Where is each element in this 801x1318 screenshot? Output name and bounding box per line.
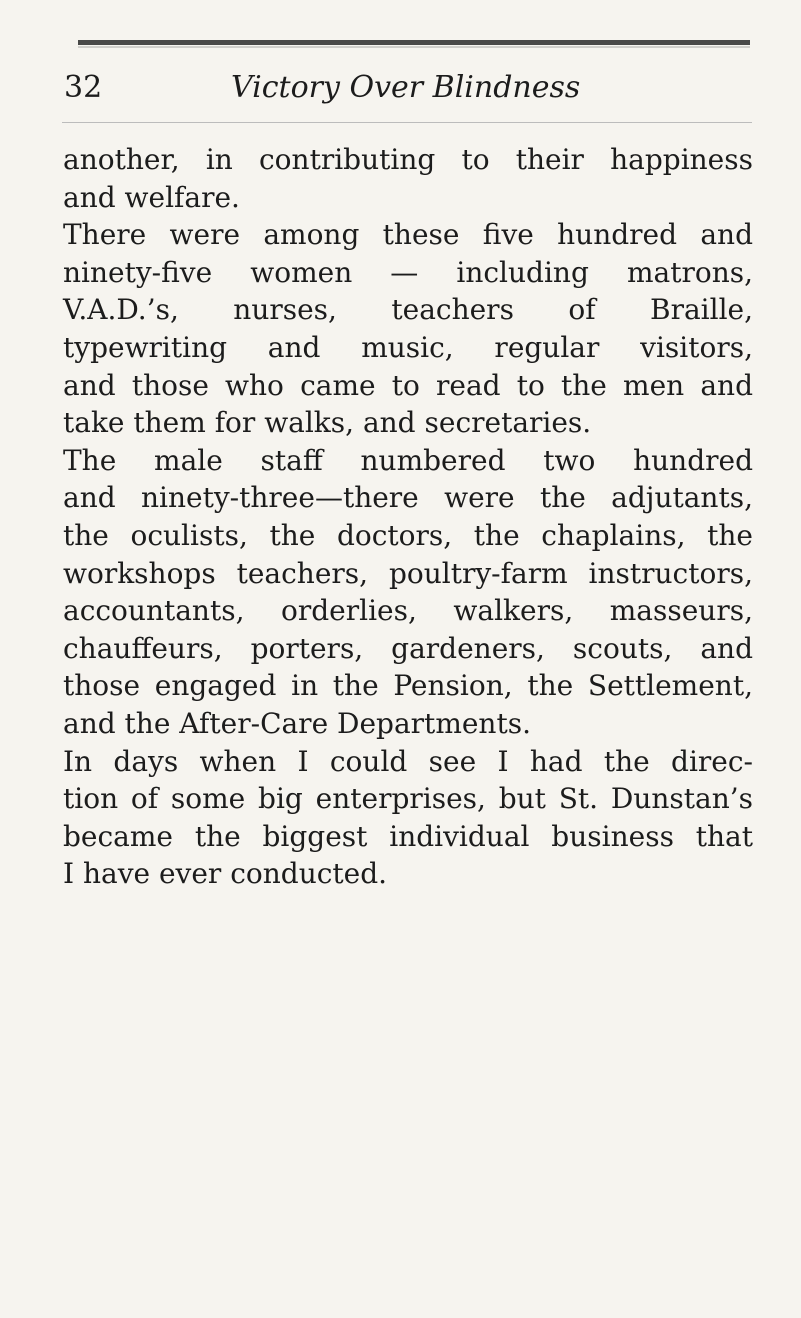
text-line: ninety-five women — including matrons, [63,255,753,289]
page-number: 32 [64,70,103,105]
text-line: chauffeurs, porters, gardeners, scouts, and [63,631,753,665]
text-line: typewriting and music, regular visitors, [63,330,753,364]
running-head [64,68,754,108]
top-rule-shadow [78,46,750,48]
text-line: and the After-Care Departments. [63,706,531,740]
text-line: accountants, orderlies, walkers, masseurs, [63,594,753,628]
text-line: There were among these five hundred and [63,218,753,252]
text-line: and ninety-three—there were the adjutants, [63,481,753,515]
text-line: and welfare. [63,180,240,214]
text-line: became the biggest individual business that [63,819,753,853]
text-line: tion of some big enterprises, but St. Dunstan’s [63,782,753,816]
text-line: workshops teachers, poultry-farm instructors, [63,556,753,590]
text-line: another, in contributing to their happiness [63,143,753,176]
header-rule [62,122,752,123]
text-line: take them for walks, and secretaries. [63,406,592,440]
text-line: and those who came to read to the men and [63,368,753,402]
text-line: In days when I could see I had the direc- [63,744,753,778]
running-title: Victory Over Blindness [231,70,581,105]
text-line: those engaged in the Pension, the Settlement, [63,669,753,703]
body-text [63,141,753,893]
text-line: The male staff numbered two hundred [63,443,753,477]
text-line: the oculists, the doctors, the chaplains, the [63,518,753,552]
top-rule [78,40,750,45]
text-line: V.A.D.’s, nurses, teachers of Braille, [63,293,753,327]
text-line: I have ever conducted. [63,857,388,891]
